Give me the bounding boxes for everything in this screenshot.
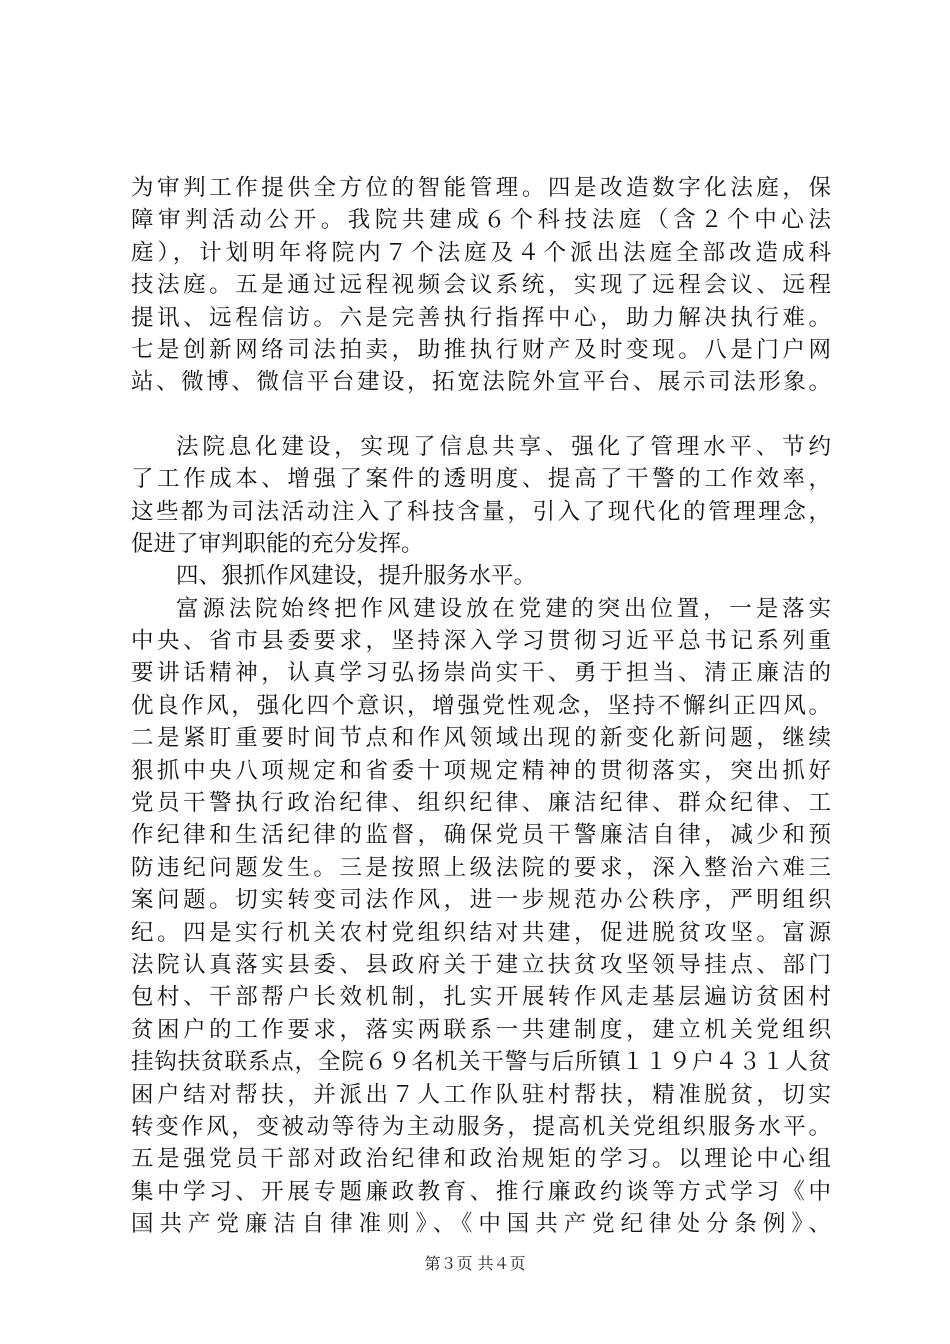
text-line: 要讲话精神，认真学习弘扬崇尚实干、勇于担当、清正廉洁的 (131, 660, 831, 687)
text-line: 狠抓中央八项规定和省委十项规定精神的贯彻落实，突出抓好 (131, 757, 831, 784)
text-line: 贫困户的工作要求，落实两联系一共建制度，建立机关党组织 (131, 1016, 831, 1043)
text-line: 障审判活动公开。我院共建成６个科技法庭（含２个中心法 (131, 207, 831, 234)
text-line: 作纪律和生活纪律的监督，确保党员干警廉洁自律，减少和预 (131, 822, 831, 849)
text-line: 困户结对帮扶，并派出７人工作队驻村帮扶，精准脱贫，切实 (131, 1081, 831, 1108)
text-line: 五是强党员干部对政治纪律和政治规矩的学习。以理论中心组 (131, 1146, 831, 1173)
text-line: 党员干警执行政治纪律、组织纪律、廉洁纪律、群众纪律、工 (131, 790, 831, 817)
text-line: 挂钩扶贫联系点，全院６９名机关干警与后所镇１１９户４３１人贫 (131, 1049, 831, 1076)
text-line: 庭），计划明年将院内７个法庭及４个派出法庭全部改造成科 (131, 239, 831, 266)
text-line: 防违纪问题发生。三是按照上级法院的要求，深入整治六难三 (131, 854, 831, 881)
text-line: 提讯、远程信访。六是完善执行指挥中心，助力解决执行难。 (131, 304, 831, 331)
text-line: 二是紧盯重要时间节点和作风领域出现的新变化新问题，继续 (131, 725, 831, 752)
text-line: 中央、省市县委要求，坚持深入学习贯彻习近平总书记系列重 (131, 628, 831, 655)
text-line: 纪。四是实行机关农村党组织结对共建，促进脱贫攻坚。富源 (131, 919, 831, 946)
text-line: 富源法院始终把作风建设放在党建的突出位置，一是落实 (176, 595, 831, 622)
text-line: 法院认真落实县委、县政府关于建立扶贫攻坚领导挂点、部门 (131, 951, 831, 978)
text-line: 站、微博、微信平台建设，拓宽法院外宣平台、展示司法形象。 (131, 369, 831, 396)
paragraph-gap (131, 399, 831, 431)
text-line: 促进了审判职能的充分发挥。 (131, 530, 424, 557)
text-line: 了工作成本、增强了案件的透明度、提高了干警的工作效率， (131, 466, 831, 493)
text-line: 国共产党廉洁自律准则》、《中国共产党纪律处分条例》、 (131, 1211, 831, 1238)
page-number: 第３页 共４页 (424, 1254, 526, 1273)
text-line: 法院息化建设，实现了信息共享、强化了管理水平、节约 (176, 433, 831, 460)
text-line: 技法庭。五是通过远程视频会议系统，实现了远程会议、远程 (131, 272, 831, 299)
text-line: 案问题。切实转变司法作风，进一步规范办公秩序，严明组织 (131, 887, 831, 914)
section-heading: 四、狠抓作风建设，提升服务水平。 (176, 563, 537, 590)
text-line: 包村、干部帮户长效机制，扎实开展转作风走基层遍访贫困村 (131, 984, 831, 1011)
text-line: 七是创新网络司法拍卖，助推执行财产及时变现。八是门户网 (131, 336, 831, 363)
text-line: 转变作风，变被动等待为主动服务，提高机关党组织服务水平。 (131, 1113, 831, 1140)
text-line: 为审判工作提供全方位的智能管理。四是改造数字化法庭，保 (131, 175, 831, 201)
text-line: 集中学习、开展专题廉政教育、推行廉政约谈等方式学习《中 (131, 1178, 831, 1205)
text-line: 这些都为司法活动注入了科技含量，引入了现代化的管理理念， (131, 498, 831, 525)
text-line: 优良作风，强化四个意识，增强党性观念，坚持不懈纠正四风。 (131, 692, 831, 719)
document-body (131, 172, 831, 1241)
